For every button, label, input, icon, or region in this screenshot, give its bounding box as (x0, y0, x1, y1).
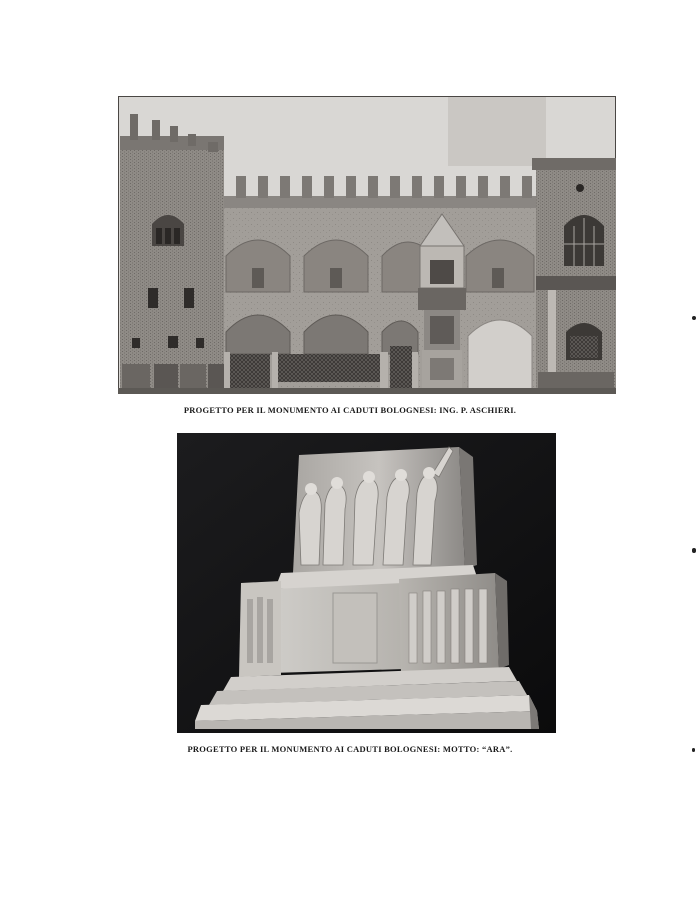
scan-mark (692, 548, 696, 553)
figure-monument-photo (177, 433, 556, 733)
figure-elevation-drawing (118, 96, 616, 394)
figure-2-caption: PROGETTO PER IL MONUMENTO AI CADUTI BOLOGNESI: MOTTO: “ARA”. (187, 744, 513, 754)
scan-mark (692, 316, 696, 320)
scan-mark (692, 748, 695, 752)
elevation-illustration (118, 96, 616, 394)
figure-1-caption: PROGETTO PER IL MONUMENTO AI CADUTI BOLOGNESI: ING. P. ASCHIERI. (183, 405, 517, 415)
monument-illustration (177, 433, 556, 733)
